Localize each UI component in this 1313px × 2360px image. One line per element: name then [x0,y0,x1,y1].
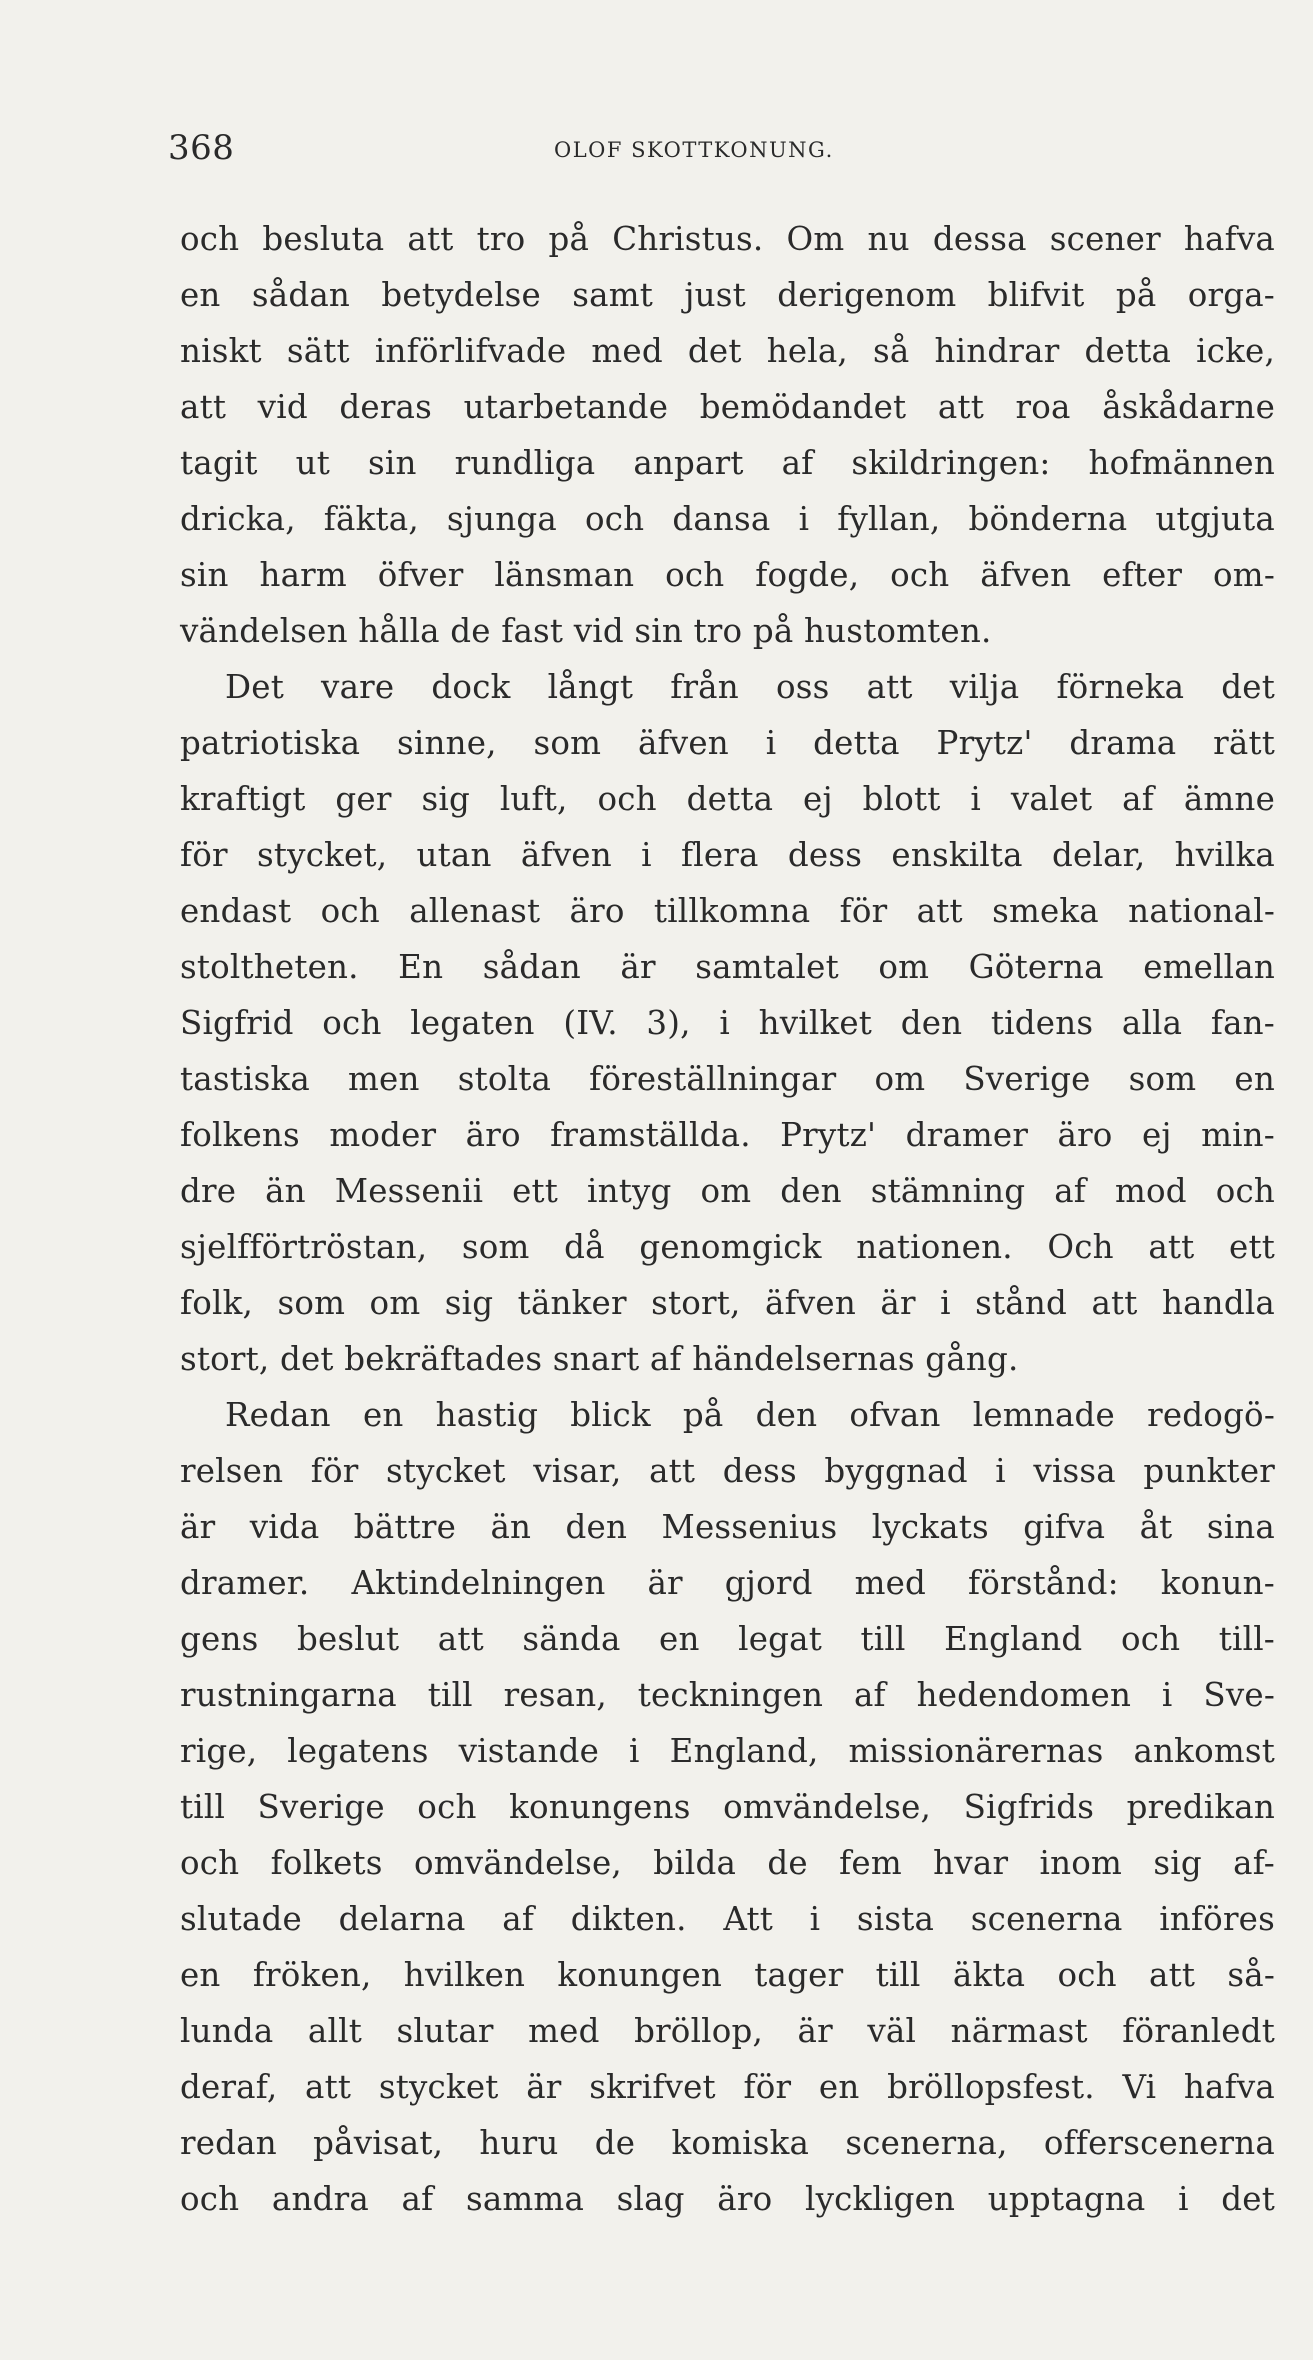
text-line: lunda allt slutar med bröllop, är väl närmast föranledt [180,2012,1275,2050]
text-line: endast och allenast äro tillkomna för att smeka national- [180,892,1275,930]
text-line: vändelsen hålla de fast vid sin tro på hustomten. [180,612,992,650]
text-line: redan påvisat, huru de komiska scenerna, offerscenerna [180,2124,1275,2162]
text-line: tastiska men stolta föreställningar om Sverige som en [180,1060,1275,1098]
text-line: sin harm öfver länsman och fogde, och äfven efter om- [180,556,1275,594]
body-text [180,211,1275,2227]
page-header [168,128,1278,168]
running-title: OLOF SKOTTKONUNG. [554,138,834,162]
text-line: gens beslut att sända en legat till England och till- [180,1620,1275,1658]
text-line: dre än Messenii ett intyg om den stämning af mod och [180,1172,1275,1210]
text-line: en fröken, hvilken konungen tager till äkta och att så- [180,1956,1275,1994]
text-line: är vida bättre än den Messenius lyckats gifva åt sina [180,1508,1275,1546]
text-line: för stycket, utan äfven i flera dess enskilta delar, hvilka [180,836,1275,874]
text-line: att vid deras utarbetande bemödandet att roa åskådarne [180,388,1275,426]
text-line: folkens moder äro framställda. Prytz' dramer äro ej min- [180,1116,1275,1154]
text-line: relsen för stycket visar, att dess byggnad i vissa punkter [180,1452,1275,1490]
text-line: Sigfrid och legaten (IV. 3), i hvilket den tidens alla fan- [180,1004,1275,1042]
text-line: och andra af samma slag äro lyckligen upptagna i det [180,2180,1275,2218]
text-line: slutade delarna af dikten. Att i sista scenerna införes [180,1900,1275,1938]
text-line: Redan en hastig blick på den ofvan lemnade redogö- [225,1396,1275,1434]
text-line: tagit ut sin rundliga anpart af skildringen: hofmännen [180,444,1275,482]
text-line: sjelfförtröstan, som då genomgick nationen. Och att ett [180,1228,1275,1266]
text-line: stort, det bekräftades snart af händelsernas gång. [180,1340,1019,1378]
text-line: stoltheten. En sådan är samtalet om Göterna emellan [180,948,1275,986]
text-line: rige, legatens vistande i England, missionärernas ankomst [180,1732,1275,1770]
text-line: och folkets omvändelse, bilda de fem hvar inom sig af- [180,1844,1275,1882]
text-line: till Sverige och konungens omvändelse, Sigfrids predikan [180,1788,1275,1826]
text-line: kraftigt ger sig luft, och detta ej blott i valet af ämne [180,780,1275,818]
text-line: Det vare dock långt från oss att vilja förneka det [225,668,1275,706]
text-line: dramer. Aktindelningen är gjord med förstånd: konun- [180,1564,1275,1602]
text-line: patriotiska sinne, som äfven i detta Prytz' drama rätt [180,724,1275,762]
text-line: deraf, att stycket är skrifvet för en bröllopsfest. Vi hafva [180,2068,1275,2106]
text-line: folk, som om sig tänker stort, äfven är i stånd att handla [180,1284,1275,1322]
text-line: och besluta att tro på Christus. Om nu dessa scener hafva [180,220,1275,258]
page-number: 368 [168,128,235,168]
text-line: dricka, fäkta, sjunga och dansa i fyllan, bönderna utgjuta [180,500,1275,538]
text-line: niskt sätt införlifvade med det hela, så hindrar detta icke, [180,332,1275,370]
text-line: en sådan betydelse samt just derigenom blifvit på orga- [180,276,1275,314]
text-line: rustningarna till resan, teckningen af hedendomen i Sve- [180,1676,1275,1714]
